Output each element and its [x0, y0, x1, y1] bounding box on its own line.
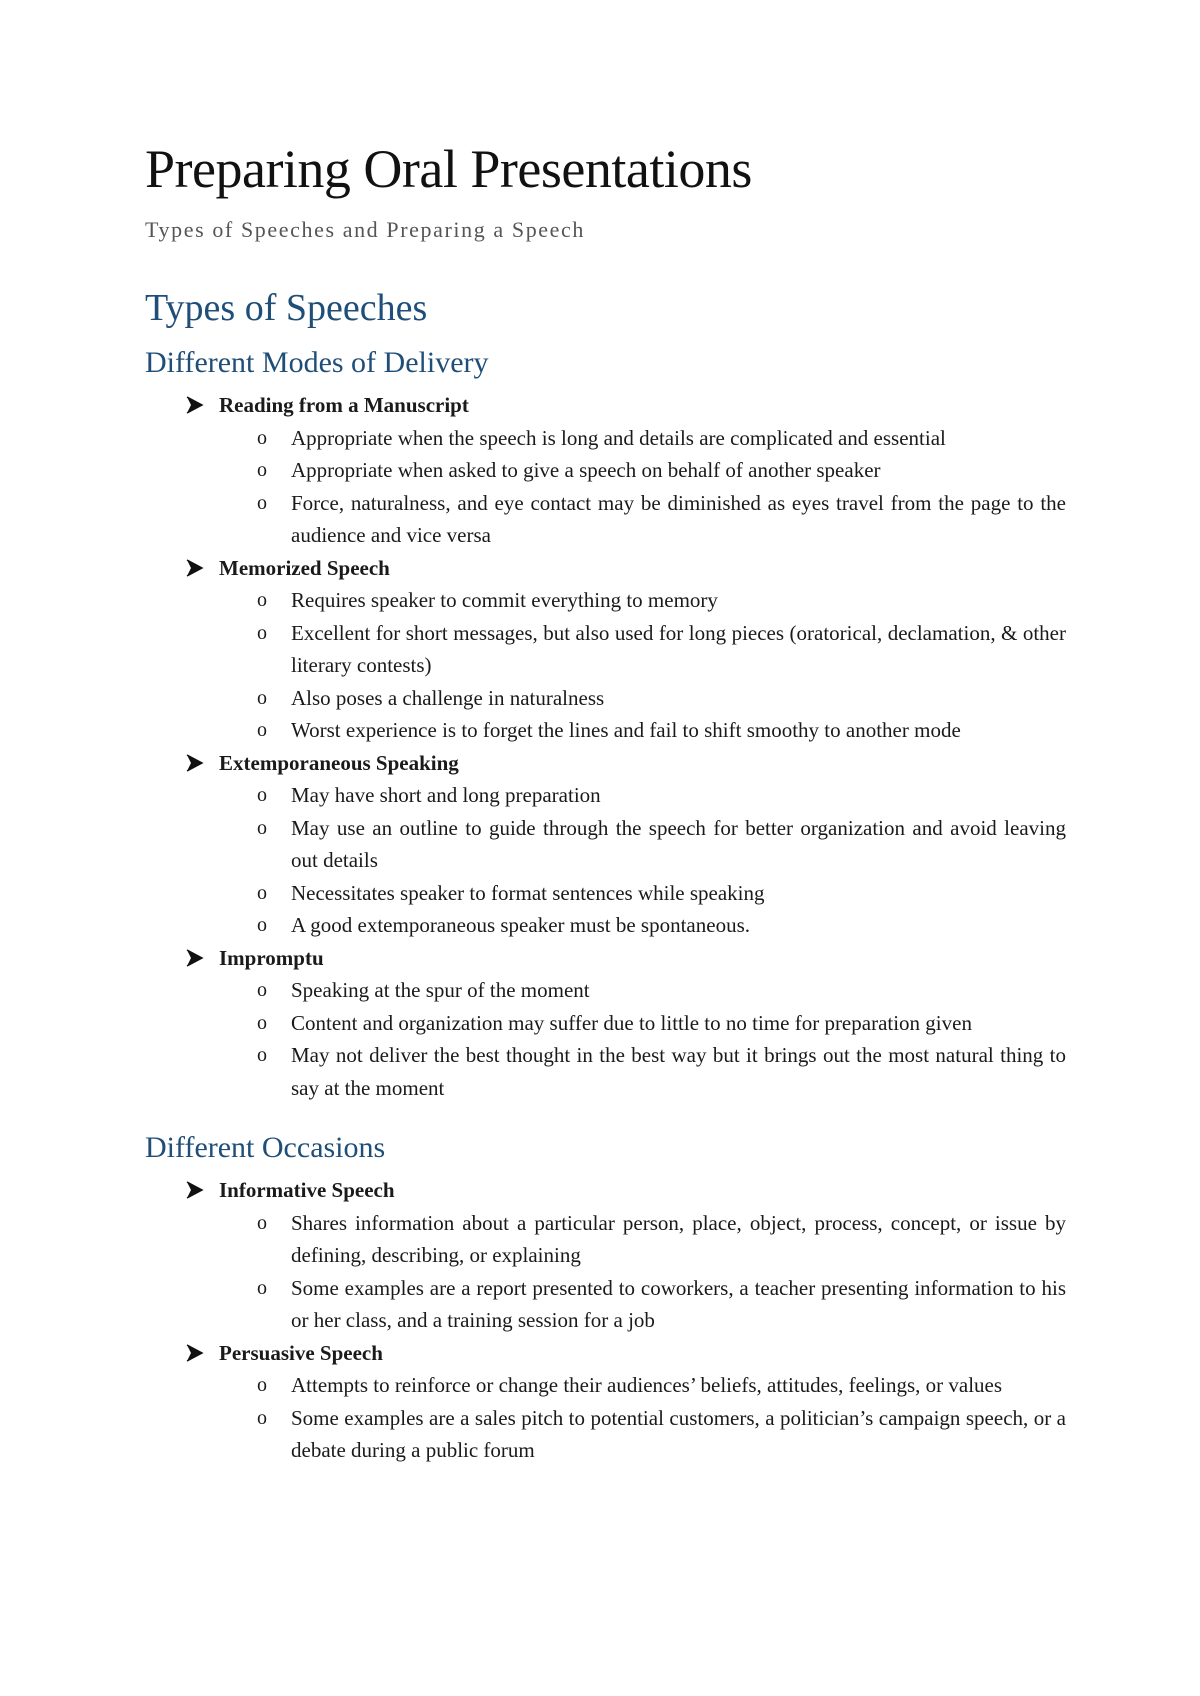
circle-bullet-icon: o [257, 686, 267, 709]
arrowhead-icon [185, 1337, 205, 1370]
circle-bullet-icon: o [257, 1276, 267, 1299]
document-subtitle: Types of Speeches and Preparing a Speech [145, 217, 585, 243]
sub-list-text: Some examples are a report presented to coworkers, a teacher presenting information to his or her class, and a training session for a job [291, 1275, 1066, 1333]
arrowhead-icon [185, 552, 205, 585]
sub-list-item [145, 1272, 1066, 1337]
list-item-label: Memorized Speech [219, 555, 390, 580]
sub-list-item [145, 714, 1066, 747]
sub-list-item [145, 1402, 1066, 1467]
document-title: Preparing Oral Presentations [145, 139, 752, 199]
arrowhead-icon [185, 942, 205, 975]
sub-list [219, 584, 1065, 747]
list-item-label: Impromptu [219, 945, 324, 970]
heading-types-of-speeches: Types of Speeches [145, 287, 428, 330]
list-item [145, 1337, 1065, 1467]
sub-list-text: Content and organization may suffer due to little to no time for preparation given [291, 1010, 972, 1035]
sub-list-item [145, 682, 1066, 715]
circle-bullet-icon: o [257, 589, 267, 612]
sub-list-item [145, 487, 1066, 552]
sub-list-item [145, 422, 1066, 455]
list-item [145, 552, 1065, 747]
sub-list-text: Speaking at the spur of the moment [291, 978, 590, 1003]
sub-list-item [145, 617, 1066, 682]
sub-list-text: Excellent for short messages, but also used for long pieces (oratorical, declamation, & other literary contests) [291, 620, 1066, 678]
sub-list-text: Force, naturalness, and eye contact may be diminished as eyes travel from the page to the audience and vice versa [291, 490, 1066, 548]
document-page [145, 140, 1065, 1467]
sub-list-item [145, 1369, 1066, 1402]
section-heading: Different Modes of Delivery [145, 346, 489, 380]
circle-bullet-icon: o [257, 881, 267, 904]
sub-list [219, 422, 1065, 552]
sub-list-text: Attempts to reinforce or change their audiences’ beliefs, attitudes, feelings, or values [291, 1373, 1003, 1398]
sub-list-text: May use an outline to guide through the speech for better organization and avoid leaving out details [291, 815, 1066, 873]
sub-list-text: Worst experience is to forget the lines and fail to shift smoothy to another mode [291, 718, 961, 743]
circle-bullet-icon: o [257, 426, 267, 449]
sub-list [219, 779, 1065, 942]
sub-list-item [145, 454, 1066, 487]
sub-list-item [145, 877, 1066, 910]
sub-list-item [145, 1207, 1066, 1272]
sub-list-text: May not deliver the best thought in the best way but it brings out the most natural thing to say at the moment [291, 1043, 1066, 1100]
list-item [145, 389, 1065, 552]
sections-container [145, 345, 1065, 1467]
arrowhead-icon [185, 747, 205, 780]
arrowhead-icon [185, 389, 205, 422]
circle-bullet-icon: o [257, 621, 267, 644]
list-item [145, 747, 1065, 942]
sub-list-text: Appropriate when the speech is long and details are complicated and essential [291, 425, 946, 450]
circle-bullet-icon: o [257, 459, 267, 482]
sub-list-text: Also poses a challenge in naturalness [291, 685, 605, 710]
list-item [145, 942, 1065, 1105]
arrowhead-icon [185, 1174, 205, 1207]
section-heading: Different Occasions [145, 1131, 386, 1165]
sub-list-item [145, 974, 1066, 1007]
circle-bullet-icon: o [257, 1406, 267, 1429]
sub-list-text: Appropriate when asked to give a speech on behalf of another speaker [291, 458, 881, 483]
sub-list-item [145, 1007, 1066, 1040]
circle-bullet-icon: o [257, 1211, 267, 1234]
circle-bullet-icon: o [257, 784, 267, 807]
list-item-label: Informative Speech [219, 1178, 395, 1203]
sub-list-item [145, 584, 1066, 617]
circle-bullet-icon: o [257, 1011, 267, 1034]
circle-bullet-icon: o [257, 1044, 267, 1067]
bullet-list [145, 389, 1065, 1104]
sub-list-text: May have short and long preparation [291, 783, 601, 808]
sub-list-item [145, 779, 1066, 812]
sub-list-item [145, 909, 1066, 942]
sub-list [219, 1369, 1065, 1467]
list-item-label: Extemporaneous Speaking [219, 750, 459, 775]
sub-list-text: Shares information about a particular person, place, object, process, concept, or issue by defining, describing, or explaining [291, 1210, 1066, 1268]
sub-list [219, 1207, 1065, 1337]
sub-list-item [145, 812, 1066, 877]
sub-list-text: Requires speaker to commit everything to memory [291, 588, 718, 613]
circle-bullet-icon: o [257, 719, 267, 742]
list-item-label: Persuasive Speech [219, 1340, 383, 1365]
circle-bullet-icon: o [257, 816, 267, 839]
list-item-label: Reading from a Manuscript [219, 393, 469, 418]
sub-list-item [145, 1039, 1066, 1104]
list-item [145, 1174, 1065, 1337]
sub-list-text: Necessitates speaker to format sentences while speaking [291, 880, 765, 905]
circle-bullet-icon: o [257, 491, 267, 514]
sub-list-text: A good extemporaneous speaker must be spontaneous. [291, 913, 750, 938]
sub-list [219, 974, 1065, 1104]
sub-list-text: Some examples are a sales pitch to potential customers, a politician’s campaign speech, or a debate during a public forum [291, 1405, 1066, 1463]
circle-bullet-icon: o [257, 914, 267, 937]
bullet-list [145, 1174, 1065, 1467]
circle-bullet-icon: o [257, 979, 267, 1002]
circle-bullet-icon: o [257, 1374, 267, 1397]
